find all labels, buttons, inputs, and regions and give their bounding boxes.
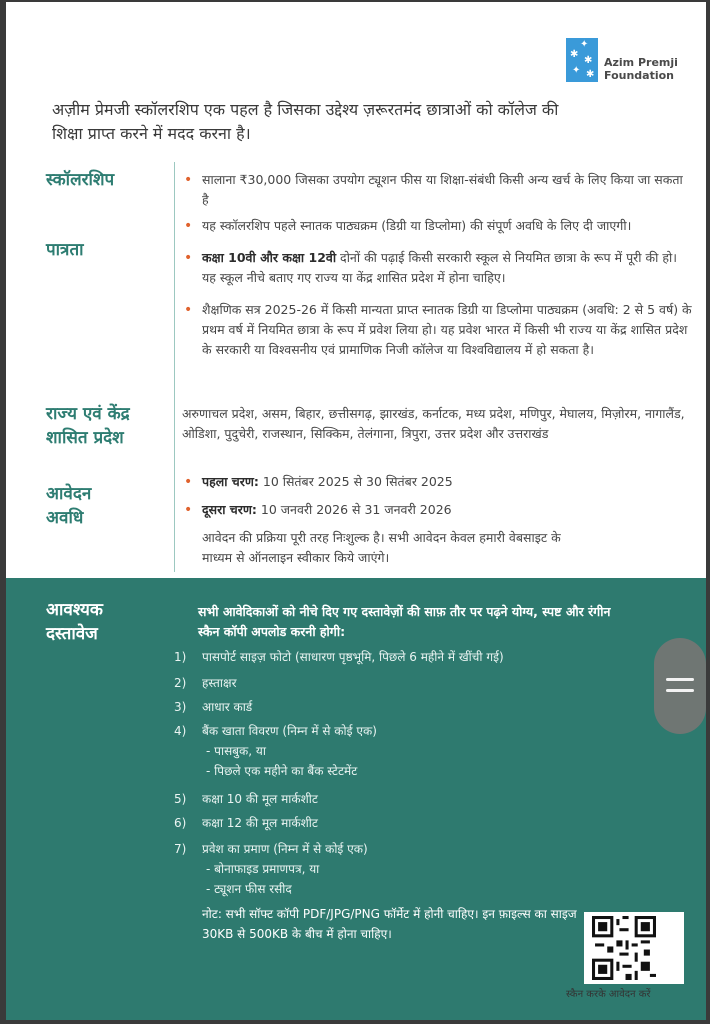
states-label bbox=[46, 402, 166, 450]
document-text: बैंक खाता विवरण (निम्न में से कोई एक) bbox=[202, 724, 377, 738]
period-label-line2: अवधि bbox=[46, 508, 84, 528]
qr-code-container[interactable] bbox=[584, 912, 684, 984]
foundation-star-icon: ✦ ✱ ✱ ✦ ✱ bbox=[566, 38, 598, 82]
period-label-line1: आवेदन bbox=[46, 484, 92, 504]
eligibility-classes: कक्षा 10वी और कक्षा 12वी bbox=[202, 250, 337, 265]
document-item bbox=[174, 674, 237, 692]
phase-two bbox=[182, 500, 692, 520]
document-text: प्रवेश का प्रमाण (निम्न में से कोई एक) bbox=[202, 842, 368, 856]
eligibility-school bbox=[182, 248, 692, 288]
free-application-note: आवेदन की प्रक्रिया पूरी तरह निःशुल्क है। सभी आवेदन केवल हमारी वेबसाइट के माध्यम से ऑनलाइन स्वीकार किये जाएंगे। bbox=[202, 530, 561, 565]
eligibility-school-text: दोनों की पढ़ाई किसी सरकारी स्कूल से नियमित छात्रा के रूप में पूरी की हो। यह स्कूल नीचे बताए गए राज्य या केंद्र शासित प्रदेश में होना चाहिए। bbox=[202, 250, 677, 285]
document-item bbox=[174, 648, 504, 666]
brand-name bbox=[604, 56, 704, 82]
document-item bbox=[174, 790, 318, 808]
document-number: 4) bbox=[174, 724, 187, 738]
bank-option: - पासबुक, या bbox=[206, 744, 266, 758]
documents-label-line1: आवश्यक bbox=[46, 600, 103, 620]
eligibility-label: पात्रता bbox=[46, 240, 84, 260]
phase-two-dates: 10 जनवरी 2026 से 31 जनवरी 2026 bbox=[256, 502, 452, 517]
phase-one-label: पहला चरण: bbox=[202, 474, 259, 489]
document-item bbox=[174, 840, 368, 858]
states-label-line1: राज्य एवं केंद्र bbox=[46, 404, 130, 424]
states-list: अरुणाचल प्रदेश, असम, बिहार, छत्तीसगढ़, झारखंड, कर्नाटक, मध्य प्रदेश, मणिपुर, मेघालय, मिज़ोरम, नागालैंड, ओडिशा, पुदुचेरी, राजस्थान, सिक्किम, तेलंगाना, त्रिपुरा, उत्तर प्रदेश और उत्तराखंड bbox=[182, 406, 685, 441]
bank-option: - पिछले एक महीने का बैंक स्टेटमेंट bbox=[206, 764, 358, 778]
eligibility-admission: • शैक्षणिक सत्र 2025-26 में किसी मान्यता प्राप्त स्नातक डिग्री या डिप्लोमा पाठ्यक्रम (अवधि: 2 से 5 वर्ष) के प्रथम वर्ष में नियमित छात्रा के रूप में प्रवेश लिया हो। यह प्रवेश भारत में किसी भी राज्य या केंद्र शासित प्रदेश के सरकारी या विश्वसनीय एवं प्रामाणिक निजी कॉलेज या विश्वविद्यालय में हो सकता है। bbox=[182, 300, 692, 360]
document-text: हस्ताक्षर bbox=[202, 676, 237, 690]
period-label bbox=[46, 482, 166, 530]
qr-code-icon bbox=[592, 916, 656, 980]
document-item bbox=[174, 814, 318, 832]
document-text: कक्षा 10 की मूल मार्कशीट bbox=[202, 792, 318, 806]
document-item bbox=[174, 722, 377, 740]
brand-name-line1: Azim Premji bbox=[604, 56, 678, 69]
brand-name-line2: Foundation bbox=[604, 69, 675, 82]
scholarship-amount: • सालाना ₹30,000 जिसका उपयोग ट्यूशन फीस या शिक्षा-संबंधी किसी अन्य खर्च के लिए किया जा सकता है bbox=[182, 170, 692, 210]
menu-line-icon bbox=[666, 689, 694, 692]
document-number: 2) bbox=[174, 676, 187, 690]
documents-intro: सभी आवेदिकाओं को नीचे दिए गए दस्तावेज़ों की साफ़ तौर पर पढ़ने योग्य, स्पष्ट और रंगीन स्कैन कॉपी अपलोड करनी होगी: bbox=[198, 604, 611, 639]
document-item bbox=[174, 698, 252, 716]
phase-one bbox=[182, 472, 692, 492]
documents-label bbox=[46, 598, 166, 646]
document-text: पासपोर्ट साइज़ फोटो (साधारण पृष्ठभूमि, पिछले 6 महीने में खींची गई) bbox=[202, 650, 504, 664]
document-text: कक्षा 12 की मूल मार्कशीट bbox=[202, 816, 318, 830]
document-number: 5) bbox=[174, 792, 187, 806]
document-text: आधार कार्ड bbox=[202, 700, 253, 714]
states-label-line2: शासित प्रदेश bbox=[46, 428, 124, 448]
scholarship-flyer bbox=[6, 2, 706, 1020]
document-number: 3) bbox=[174, 700, 187, 714]
proof-option: - ट्यूशन फीस रसीद bbox=[206, 882, 292, 896]
file-format-note: नोट: सभी सॉफ्ट कॉपी PDF/JPG/PNG फॉर्मेट में होनी चाहिए। इन फ़ाइल्स का साइज 30KB से 500KB के बीच में होना चाहिए। bbox=[202, 907, 577, 941]
document-number: 1) bbox=[174, 650, 187, 664]
section-divider bbox=[174, 162, 175, 572]
qr-caption: स्कैन करके आवेदन करें bbox=[566, 989, 651, 1000]
phase-two-label: दूसरा चरण: bbox=[202, 502, 257, 517]
document-number: 7) bbox=[174, 842, 187, 856]
phase-one-dates: 10 सितंबर 2025 से 30 सितंबर 2025 bbox=[258, 474, 453, 489]
documents-label-line2: दस्तावेज bbox=[46, 624, 98, 644]
proof-option: - बोनाफाइड प्रमाणपत्र, या bbox=[206, 862, 320, 876]
intro-text: अज़ीम प्रेमजी स्कॉलरशिप एक पहल है जिसका उद्देश्य ज़रूरतमंद छात्राओं को कॉलेज की शिक्षा प्राप्त करने में मदद करना है। bbox=[52, 100, 559, 143]
scholarship-label: स्कॉलरशिप bbox=[46, 170, 115, 190]
document-number: 6) bbox=[174, 816, 187, 830]
menu-line-icon bbox=[666, 678, 694, 681]
scholarship-duration: • यह स्कॉलरशिप पहले स्नातक पाठ्यक्रम (डिग्री या डिप्लोमा) की संपूर्ण अवधि के लिए दी जाएगी। bbox=[182, 216, 692, 236]
menu-handle-button[interactable] bbox=[654, 638, 706, 734]
